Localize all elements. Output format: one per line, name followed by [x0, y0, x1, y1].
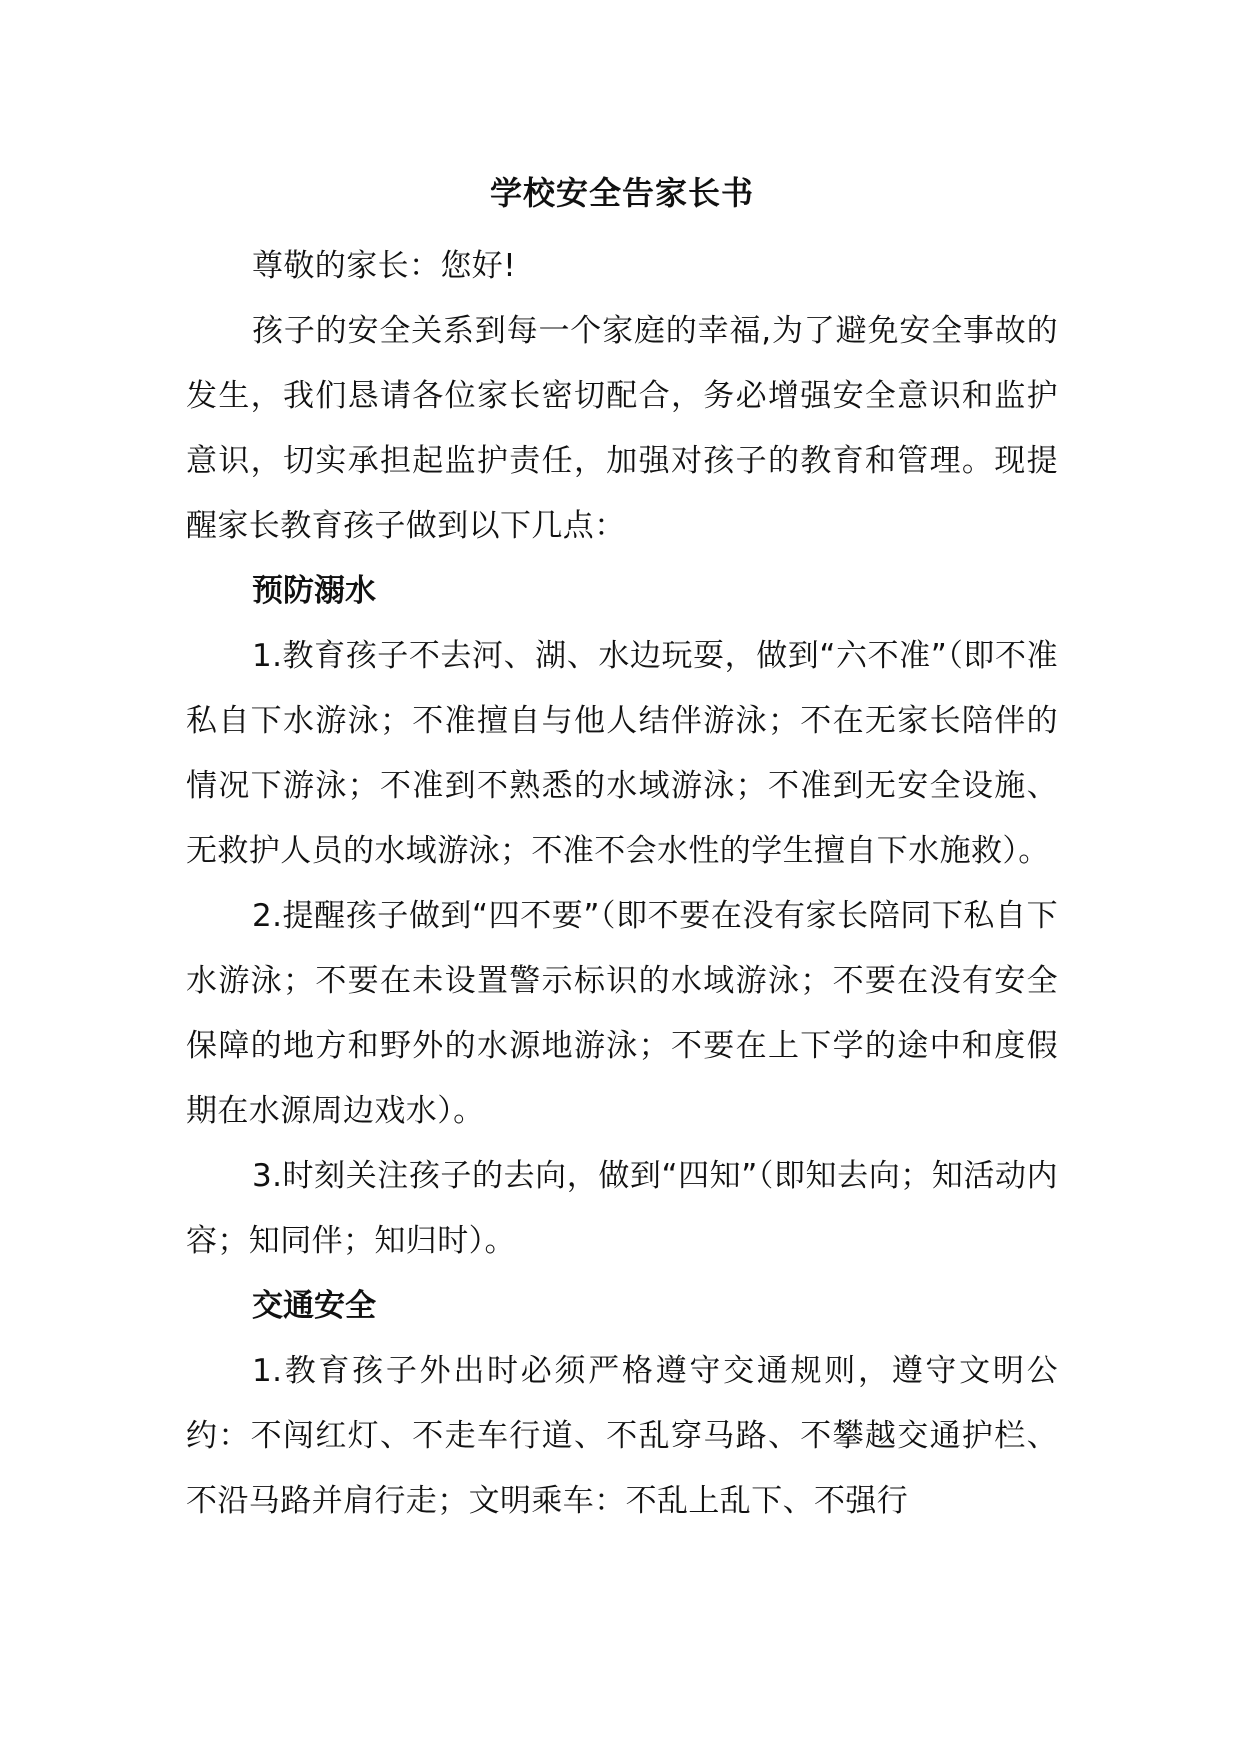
drowning-item-1: 1.教育孩子不去河、湖、水边玩耍，做到“六不准”（即不准私自下水游泳；不准擅自与他人结伴游泳；不在无家长陪伴的情况下游泳；不准到不熟悉的水域游泳；不准到无安全设施、无救护人员的水域游泳；不准不会水性的学生擅自下水施救）。 — [186, 638, 1058, 869]
traffic-item-1: 1.教育孩子外出时必须严格遵守交通规则，遵守文明公约：不闯红灯、不走车行道、不乱穿马路、不攀越交通护栏、不沿马路并肩行走；文明乘车：不乱上乱下、不强行 — [186, 1353, 1058, 1519]
section-heading-drowning: 预防溺水 — [252, 573, 376, 609]
section-heading-traffic: 交通安全 — [252, 1288, 376, 1324]
drowning-item-3: 3.时刻关注孩子的去向，做到“四知”（即知去向；知活动内容；知同伴；知归时）。 — [186, 1158, 1058, 1259]
document-title: 学校安全告家长书 — [489, 174, 754, 212]
greeting: 尊敬的家长：您好! — [252, 248, 517, 284]
document-page — [186, 170, 1058, 1534]
drowning-item-2: 2.提醒孩子做到“四不要”（即不要在没有家长陪同下私自下水游泳；不要在未设置警示标识的水域游泳；不要在没有安全保障的地方和野外的水源地游泳；不要在上下学的途中和度假期在水源周边戏水）。 — [186, 898, 1058, 1129]
intro-paragraph: 孩子的安全关系到每一个家庭的幸福,为了避免安全事故的发生，我们恳请各位家长密切配合，务必增强安全意识和监护意识，切实承担起监护责任，加强对孩子的教育和管理。现提醒家长教育孩子做到以下几点： — [186, 313, 1058, 544]
